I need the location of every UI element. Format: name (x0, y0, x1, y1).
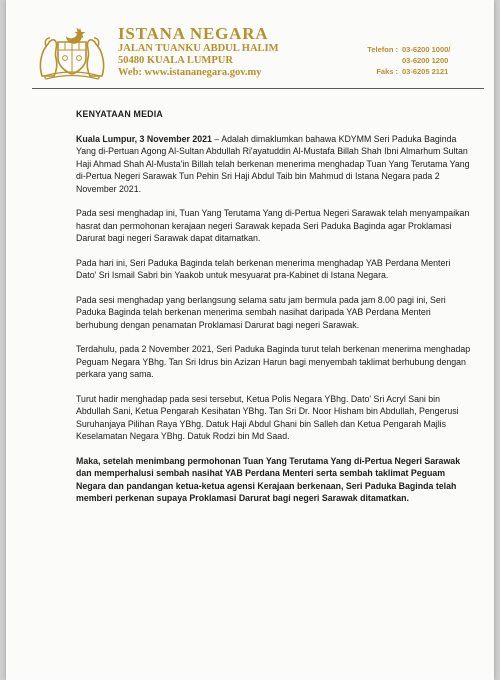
document-title: KENYATAAN MEDIA (76, 109, 163, 119)
coat-of-arms-icon (36, 24, 108, 80)
faks-number: 03-6205 2121 (402, 67, 449, 76)
telefon-2: 03-6200 1200 (402, 56, 449, 65)
paragraph-5: Terdahulu, pada 2 November 2021, Seri Paduka Baginda turut telah berkenan menerima menghadap Peguam Negara YBhg. Tan Sri Idrus bin Azizan Harun bagi menyembah taklimat berhubung dengan perkara yang sama. (76, 344, 471, 379)
contact-block (356, 44, 486, 77)
website: Web: www.istananegara.gov.my (118, 67, 262, 78)
header-divider (32, 88, 484, 89)
paragraph-6: Turut hadir menghadap pada sesi tersebut, Ketua Polis Negara YBhg. Dato' Sri Acryl Sani bin Abdullah Sani, Ketua Pengarah Kesihatan YBhg. Tan Sri Dr. Noor Hisham bin Abdullah, Pengerusi Suruhanjaya Pilihan Raya YBhg. Datuk Haji Abdul Ghani bin Salleh dan Ketua Pengarah Majlis Keselamatan Negara YBhg. Datuk Rodzi bin Md Saad. (76, 393, 459, 441)
paragraph-7: Maka, setelah menimbang permohonan Tuan Yang Terutama Yang di-Pertua Negeri Sarawak dan memperhalusi sembah nasihat YAB Perdana Menteri serta sembah taklimat Peguam Negara dan pandangan ketua-ketua agensi Kerajaan berkenaan, Seri Paduka Baginda telah memberi perkenan supaya Proklamasi Darurat bagi negeri Sarawak ditamatkan. (76, 455, 461, 503)
telefon-label: Telefon : (367, 45, 398, 54)
paragraph-4: Pada sesi menghadap yang berlangsung selama satu jam bermula pada jam 8.00 pagi ini, Seri Paduka Baginda telah berkenan menerima sembah nasihat daripada YAB Perdana Menteri berhubung dengan penamatan Proklamasi Darurat bagi negeri Sarawak. (76, 294, 446, 330)
dateline: Kuala Lumpur, 3 November 2021 (76, 133, 212, 144)
address-line-2: 50480 KUALA LUMPUR (118, 55, 233, 66)
letterhead (118, 24, 338, 79)
paragraph-1-text: – Adalah dimaklumkan bahawa KDYMM Seri Paduka Baginda Yang di-Pertuan Agong Al-Sultan Abdullah Ri'ayatuddin Al-Mustafa Billah Shah Ibni Almarhum Sultan Haji Ahmad Shah Al-Musta'in Billah telah berkenan menerima menghadap Tuan Yang Terutama Yang di-Pertua Negeri Sarawak Tun Pehin Sri Haji Abdul Taib bin Mahmud di Istana Negara pada 2 November 2021. (76, 133, 470, 194)
press-statement (76, 108, 471, 517)
address-line-1: JALAN TUANKU ABDUL HALIM (118, 43, 279, 54)
document-page (6, 0, 494, 680)
telefon-1: 03-6200 1000/ (402, 45, 451, 54)
paragraph-3: Pada hari ini, Seri Paduka Baginda telah berkenan menerima menghadap YAB Perdana Menteri Dato' Sri Ismail Sabri bin Yaakob untuk mesyuarat pra-Kabinet di Istana Negara. (76, 257, 451, 280)
org-name: ISTANA NEGARA (118, 24, 269, 43)
paragraph-2: Pada sesi menghadap ini, Tuan Yang Terutama Yang di-Pertua Negeri Sarawak telah menyampaikan hasrat dan permohonan kerajaan negeri Sarawak kepada Seri Paduka Baginda agar Proklamasi Darurat bagi negeri Sarawak dapat ditamatkan. (76, 208, 470, 243)
paragraph-1 (76, 133, 471, 196)
faks-label: Faks : (376, 67, 398, 76)
